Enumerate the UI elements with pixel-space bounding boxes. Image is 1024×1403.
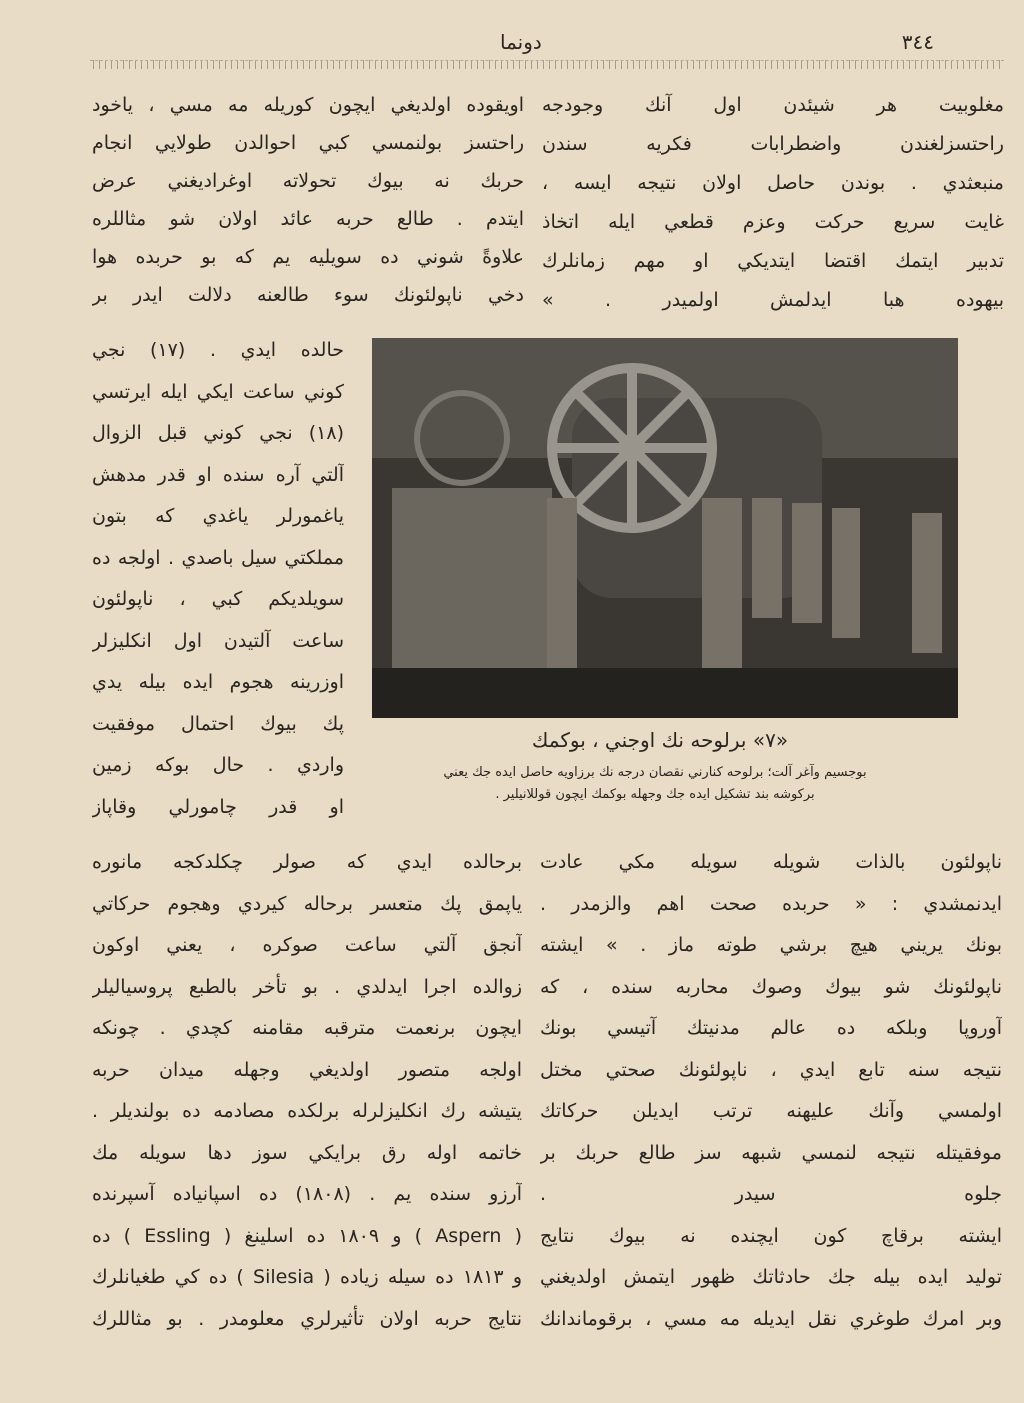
text-line: ناپولئون بالذات شويله سويله مكي عادت	[540, 851, 1002, 873]
text-line: نتايج حربه اولان تأثيرلري معلومدر . بو مثاللرك	[92, 1307, 522, 1330]
text-line: پك بيوك احتمال موفقيت	[92, 712, 344, 735]
header-wavy-rule	[90, 60, 1004, 69]
text-line: زوالده اجرا ايدلدي . بو تأخر بالطبع پروسياليلر	[92, 975, 522, 998]
text-line: موفقيتله نتيجه لنمسي شبهه سز طالع حربك بر	[540, 1141, 1002, 1164]
text-line: وبر امرك طوغري نقل ايديله مه مسي ، برقوماندانك	[540, 1307, 1002, 1330]
caption-line: بوجسيم وآغر آلت؛ برلوحه كنارني نقصان درجه نك برزاويه حاصل ايده جك يعني	[443, 765, 867, 780]
text-line: سويلديكم كبي ، ناپولئون	[92, 588, 344, 610]
text-line: آنجق آلتي ساعت صوكره ، يعني اوكون	[92, 934, 522, 956]
text-line: آوروپا وبلكه ده عالم مدنيتك آتيسي بونك	[540, 1017, 1002, 1039]
text-line: نتيجه سنه تابع ايدي ، ناپولئونك صحتي مختل	[540, 1058, 1002, 1081]
text-line: ياپمق پك متعسر برحاله كيردي وهجوم حركاتي	[92, 892, 522, 915]
text-line: ساعت آلتيدن اول انكليزلر	[92, 629, 344, 652]
text-line: ايچون برنعمت مترقبه مقامنه كچدي . چونكه	[92, 1017, 522, 1039]
text-line: توليد ايده بيله جك حادثاتك ظهور ايتمش اولديغني	[540, 1266, 1002, 1288]
text-line: بونك يريني هيچ برشي طوته ماز . » ايشته	[540, 934, 1002, 956]
text-line: راحتسز بولنمسي كبي احوالدن طولايي انجام	[92, 132, 524, 154]
text-line: بيهوده هبا ايدلمش اولميدر . »	[542, 289, 1004, 311]
text-line: آلتي آره سنده او قدر مدهش	[92, 463, 344, 486]
text-line: ايشته برقاچ كون ايچنده نه بيوك نتايج	[540, 1224, 1002, 1247]
figure-caption	[350, 762, 960, 806]
text-line: جلوه سيدر .	[540, 1183, 1002, 1205]
figure-title: «٧» برلوحه نك اوجني ، بوكمك	[531, 728, 789, 752]
text-line: دخي ناپولئونك سوء طالعنه دلالت ايدر بر	[92, 284, 524, 306]
text-line: ناپولئونك شو بيوك وصوك محاربه سنده ، كه	[540, 975, 1002, 998]
text-line: واردي . حال بوكه زمين	[92, 754, 344, 776]
text-line: و ١٨١٣ ده سيله زياده ( Silesia ) ده كي طغيانلرك	[92, 1266, 522, 1288]
text-line: ايدنمشدي : « حربده صحت اهم والزمدر .	[540, 892, 1002, 915]
narrow-column	[92, 330, 344, 828]
right-top-column	[542, 86, 1004, 320]
text-line: ( Aspern ) و ١٨٠٩ ده اسلينغ ( Essling ) ده	[92, 1224, 522, 1247]
machine-photograph	[372, 338, 958, 718]
text-line: خاتمه اوله رق برايكي سوز دها سويله مك	[92, 1141, 522, 1164]
text-line: برحالده ايدي كه صولر چكلدكجه مانوره	[92, 851, 522, 873]
text-line: آرزو سنده يم . (١٨٠٨) ده اسپانياده آسپرنده	[92, 1183, 522, 1205]
text-line: غايت سريع حركت وعزم قطعي ايله اتخاذ	[542, 211, 1004, 233]
text-line: اوزرينه هجوم ايده بيله يدي	[92, 671, 344, 693]
text-line: ياغمورلر ياغدي كه بتون	[92, 505, 344, 527]
text-line: كوني ساعت ايكي ايله ايرتسي	[92, 380, 344, 403]
text-line: ايتدم . طالع حربه عائد اولان شو مثاللره	[92, 208, 524, 230]
text-line: اولجه متصور اولديغي وجهله ميدان حربه	[92, 1058, 522, 1081]
text-line: يتيشه رك انكليزلرله برلكده مصادمه ده بولنديلر .	[92, 1100, 522, 1122]
text-line: مغلوبيت هر شيئدن اول آنك وجودجه	[542, 94, 1004, 116]
text-line: اويقوده اولديغي ايچون كوريله مه مسي ، ياخود	[92, 94, 524, 116]
text-line: علاوةً شوني ده سويليه يم كه بو حربده هوا	[92, 246, 524, 268]
text-line: حربك نه بيوك تحولاته اوغراديغني عرض	[92, 170, 524, 192]
text-line: مملكتي سيل باصدي . اولجه ده	[92, 546, 344, 569]
page-number: ٣٤٤	[901, 30, 934, 54]
text-line: راحتسزلغندن واضطرابات فكريه سندن	[542, 133, 1004, 155]
text-line: اولمسي وآنك عليهنه ترتب ايديلن حركاتك	[540, 1100, 1002, 1122]
bottom-left-column	[92, 842, 522, 1340]
text-line: حالده ايدي . (١٧) نجي	[92, 339, 344, 361]
text-line: منبعثدي . بوندن حاصل اولان نتيجه ايسه ،	[542, 172, 1004, 194]
caption-line: بركوشه بند تشكيل ايده جك وجهله بوكمك ايچون قوللانيلير .	[495, 787, 815, 802]
text-line: تدبير ايتمك اقتضا ايتديكي او مهم زمانلرك	[542, 250, 1004, 272]
left-top-column	[92, 86, 524, 314]
bottom-right-column	[540, 842, 1002, 1340]
text-line: او قدر چامورلي وقاپاز	[92, 795, 344, 818]
running-title: دونما	[500, 30, 542, 54]
text-line: (١٨) نجي كوني قبل الزوال	[92, 422, 344, 444]
